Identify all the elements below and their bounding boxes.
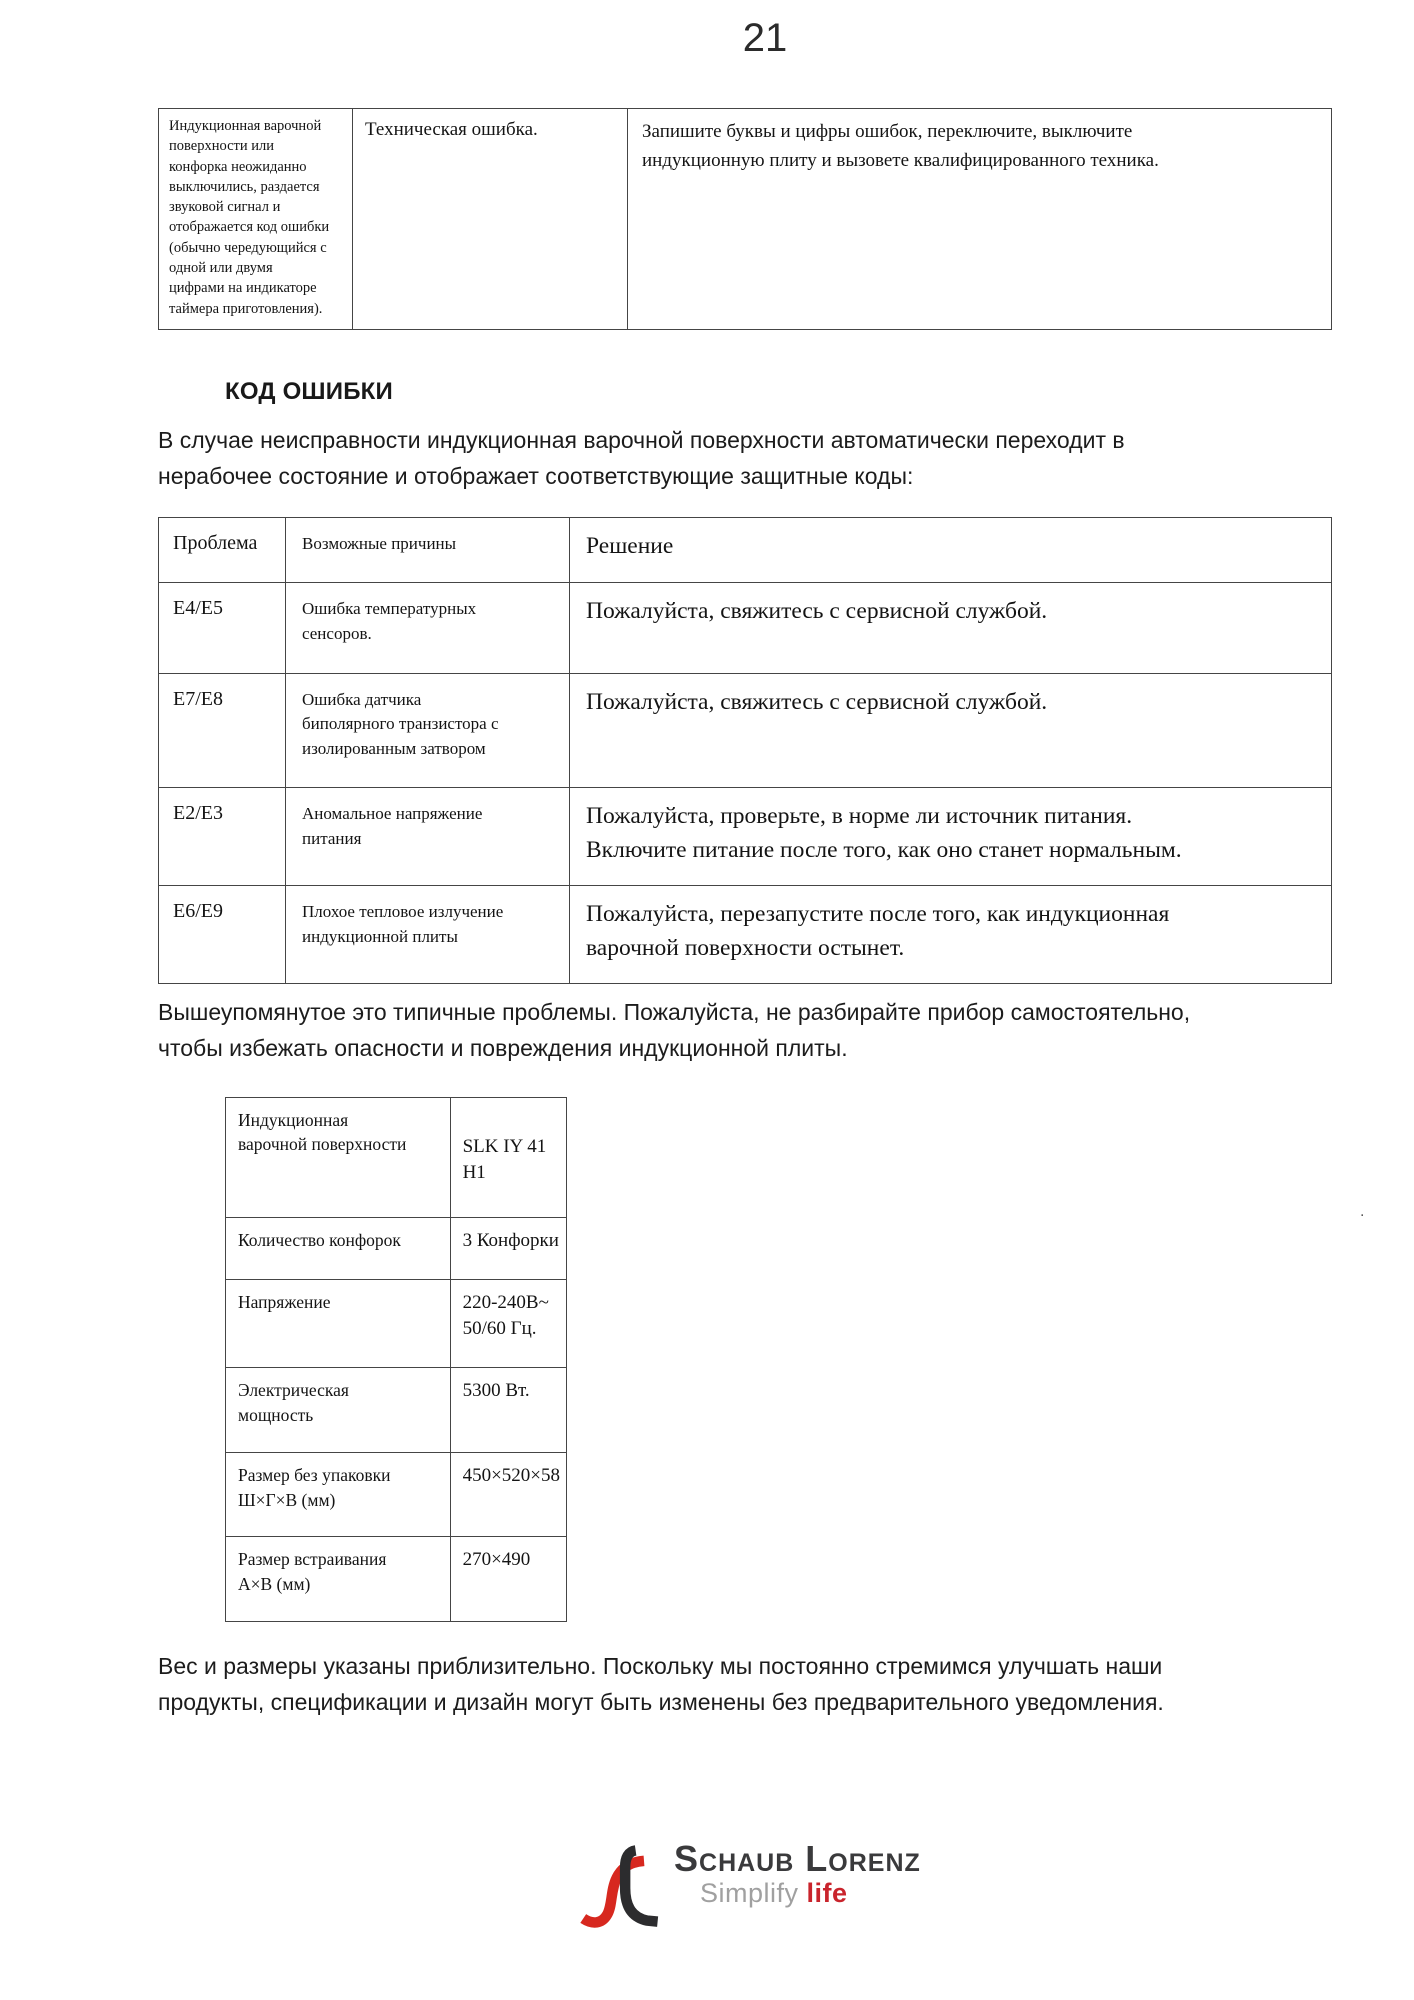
solution-cell: Пожалуйста, свяжитесь с сервисной службой. — [570, 673, 1332, 788]
logo-text — [674, 1838, 921, 1909]
spec-label: Размер встраивания А×В (мм) — [226, 1537, 451, 1622]
solution-cell: Пожалуйста, проверьте, в норме ли источник питания. Включите питание после того, как оно станет нормальным. — [570, 788, 1332, 886]
table-row — [226, 1452, 567, 1537]
header-problem: Проблема — [159, 517, 286, 583]
solution-cell: Запишите буквы и цифры ошибок, переключите, выключите индукционную плиту и вызовете квалифицированного техника. — [628, 109, 1332, 330]
tagline-word-red: life — [806, 1878, 848, 1909]
cause-cell: Ошибка датчика биполярного транзистора с изолированным затвором — [286, 673, 570, 788]
page-content — [158, 108, 1332, 1721]
solution-cell: Пожалуйста, свяжитесь с сервисной службой. — [570, 583, 1332, 673]
problem-cell: Индукционная варочной поверхности или конфорка неожиданно выключились, раздается звуковой сигнал и отображается код ошибки (обычно чередующийся с одной или двумя цифрами на индикаторе таймера приготовления). — [159, 109, 353, 330]
cause-cell: Ошибка температурных сенсоров. — [286, 583, 570, 673]
error-code-table — [158, 517, 1332, 984]
spec-value: 270×490 — [450, 1537, 566, 1622]
spec-value: SLK IY 41 H1 — [450, 1097, 566, 1218]
spec-value: 5300 Вт. — [450, 1368, 566, 1453]
table-row — [159, 788, 1332, 886]
brand-name: Schaub Lorenz — [674, 1838, 921, 1879]
cause-cell: Техническая ошибка. — [353, 109, 628, 330]
header-causes: Возможные причины — [286, 517, 570, 583]
header-solution: Решение — [570, 517, 1332, 583]
spec-label: Напряжение — [226, 1279, 451, 1367]
spec-label: Количество конфорок — [226, 1218, 451, 1280]
troubleshooting-table — [158, 108, 1332, 330]
table-row — [226, 1218, 567, 1280]
spec-label: Индукционная варочной поверхности — [226, 1097, 451, 1218]
error-code-cell: E2/E3 — [159, 788, 286, 886]
error-code-cell: E4/E5 — [159, 583, 286, 673]
table-row — [226, 1279, 567, 1367]
brand-logo — [580, 1838, 921, 1930]
section-heading: КОД ОШИБКИ — [225, 377, 393, 405]
table-row — [226, 1097, 567, 1218]
table-row — [159, 886, 1332, 984]
table-header-row — [159, 517, 1332, 583]
sl-monogram-icon — [580, 1842, 664, 1930]
error-code-cell: E6/E9 — [159, 886, 286, 984]
stray-mark: . — [1360, 1203, 1365, 1220]
cause-cell: Аномальное напряжение питания — [286, 788, 570, 886]
footer-paragraph: Вес и размеры указаны приблизительно. Поскольку мы постоянно стремимся улучшать наши продукты, спецификации и дизайн могут быть изменены без предварительного уведомления. — [158, 1653, 1164, 1716]
page-number-value: 21 — [742, 16, 788, 60]
table-row — [159, 673, 1332, 788]
spec-value: 3 Конфорки — [450, 1218, 566, 1280]
brand-tagline — [700, 1879, 921, 1909]
table-row — [159, 583, 1332, 673]
table-row — [226, 1368, 567, 1453]
spec-label: Электрическая мощность — [226, 1368, 451, 1453]
spec-label: Размер без упаковки Ш×Г×В (мм) — [226, 1452, 451, 1537]
cause-cell: Плохое тепловое излучение индукционной плиты — [286, 886, 570, 984]
tagline-word-gray: Simplify — [700, 1878, 807, 1909]
note-paragraph: Вышеупомянутое это типичные проблемы. Пожалуйста, не разбирайте прибор самостоятельно, чтобы избежать опасности и повреждения индукционной плиты. — [158, 998, 1191, 1062]
spec-value: 220-240В~ 50/60 Гц. — [450, 1279, 566, 1367]
intro-paragraph: В случае неисправности индукционная варочной поверхности автоматически переходит в нерабочее состояние и отображает соответствующие защитные коды: — [158, 426, 1125, 490]
spec-value: 450×520×58 — [450, 1452, 566, 1537]
solution-cell: Пожалуйста, перезапустите после того, как индукционная варочной поверхности остынет. — [570, 886, 1332, 984]
table-row — [226, 1537, 567, 1622]
table-row — [159, 109, 1332, 330]
spec-table — [225, 1097, 567, 1623]
page-number — [0, 16, 1414, 61]
error-code-cell: E7/E8 — [159, 673, 286, 788]
